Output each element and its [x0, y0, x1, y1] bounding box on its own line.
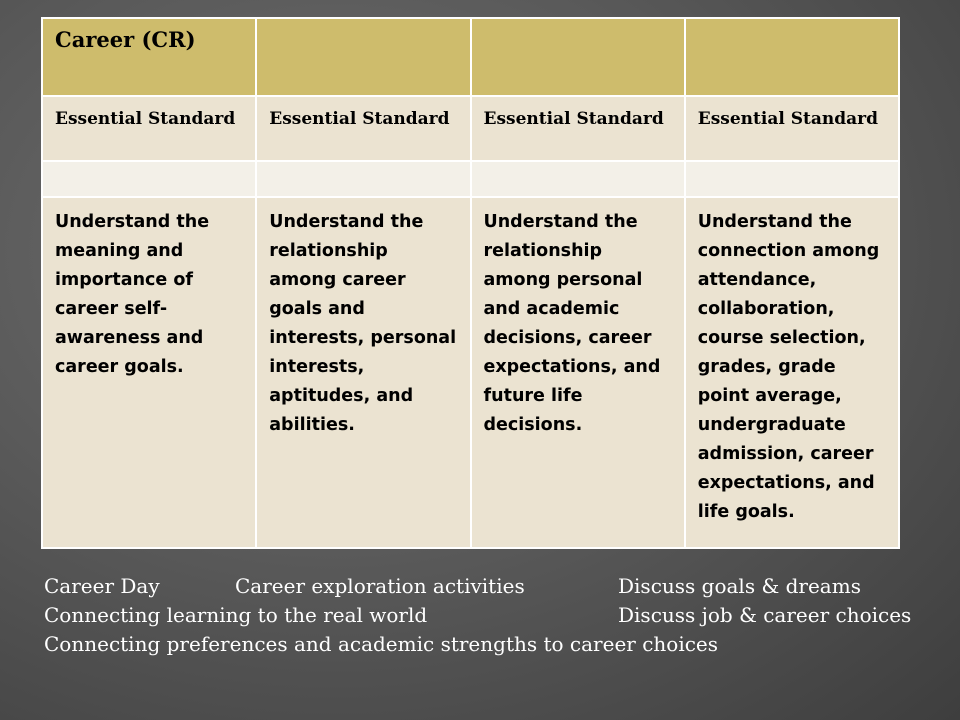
empty-cell [42, 161, 256, 197]
standard-label-cell: Essential Standard [685, 96, 899, 161]
empty-cell [471, 161, 685, 197]
standard-label-cell: Essential Standard [256, 96, 470, 161]
description-cell: Understand the relationship among career goals and interests, personal interests, aptitudes, and abilities. [256, 197, 470, 548]
description-cell: Understand the relationship among personal and academic decisions, career expectations, and future life decisions. [471, 197, 685, 548]
footer-item: Connecting learning to the real world [44, 603, 428, 627]
footer-line [44, 574, 944, 603]
footer-item: Discuss job & career choices [618, 603, 912, 627]
standards-table [41, 17, 900, 549]
table-header-row [42, 18, 899, 96]
empty-cell [685, 161, 899, 197]
header-cell [685, 18, 899, 96]
footer-item: Career Day [44, 574, 160, 598]
description-row [42, 197, 899, 548]
description-cell: Understand the meaning and importance of career self-awareness and career goals. [42, 197, 256, 548]
empty-cell [256, 161, 470, 197]
header-cell [42, 18, 256, 96]
footer-line [44, 603, 944, 632]
standard-label-row [42, 96, 899, 161]
standard-label-cell: Essential Standard [42, 96, 256, 161]
footer-item: Connecting preferences and academic strengths to career choices [44, 632, 719, 656]
table-title: Career (CR) [55, 27, 196, 52]
standard-label-cell: Essential Standard [471, 96, 685, 161]
footer-item: Discuss goals & dreams [618, 574, 861, 598]
header-cell [471, 18, 685, 96]
description-cell: Understand the connection among attendance, collaboration, course selection, grades, grade point average, undergraduate admission, career expectations, and life goals. [685, 197, 899, 548]
footer-line [44, 632, 944, 661]
footer-notes [44, 574, 944, 661]
header-cell [256, 18, 470, 96]
footer-item: Career exploration activities [235, 574, 525, 598]
empty-row [42, 161, 899, 197]
